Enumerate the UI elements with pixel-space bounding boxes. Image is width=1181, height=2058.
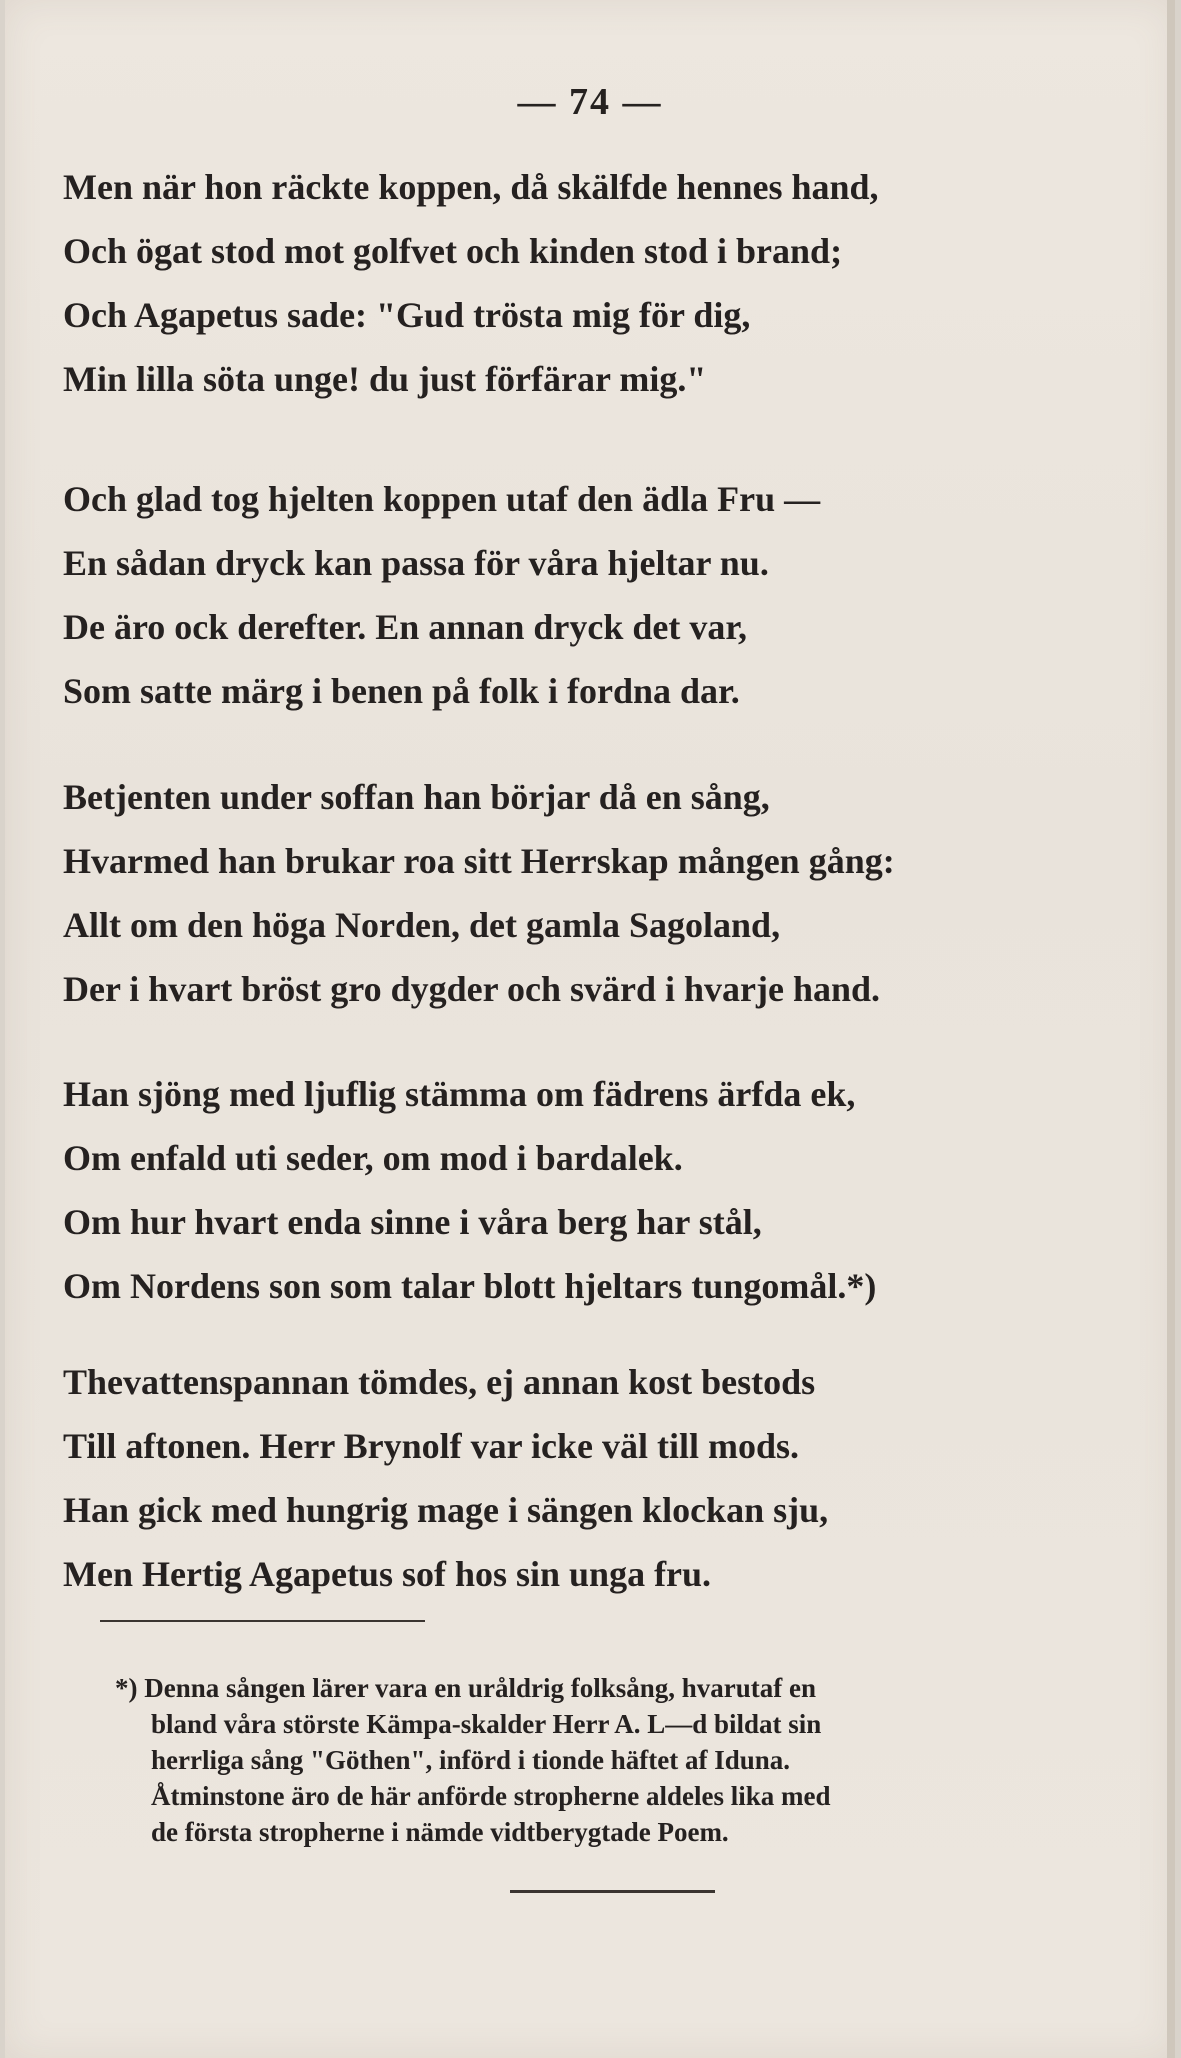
footnote-line: *) Denna sången lärer vara en uråldrig folksång, hvarutaf en	[115, 1673, 817, 1703]
verse-line: Han sjöng med ljuflig stämma om fädrens ärfda ek,	[63, 1074, 856, 1114]
stanza-5	[63, 1350, 1103, 1606]
verse-line: Och ögat stod mot golfvet och kinden stod i brand;	[63, 231, 843, 271]
stanza-3	[63, 765, 1103, 1021]
verse-line: Till aftonen. Herr Brynolf var icke väl till mods.	[63, 1426, 799, 1466]
footnote-line: de första stropherne i nämde vidtberygtade Poem.	[151, 1817, 729, 1847]
stanza-1	[63, 155, 1103, 411]
verse-line: De äro ock derefter. En annan dryck det var,	[63, 607, 747, 647]
footnote	[115, 1670, 1125, 1850]
verse-line: Men när hon räckte koppen, då skälfde hennes hand,	[63, 167, 879, 207]
verse-line: Hvarmed han brukar roa sitt Herrskap mången gång:	[63, 841, 895, 881]
verse-line: Der i hvart bröst gro dygder och svärd i hvarje hand.	[63, 969, 881, 1009]
footnote-line: herrliga sång "Göthen", införd i tionde häftet af Iduna.	[151, 1745, 791, 1775]
verse-line: En sådan dryck kan passa för våra hjeltar nu.	[63, 543, 769, 583]
verse-line: Och Agapetus sade: "Gud trösta mig för dig,	[63, 295, 751, 335]
verse-line: Men Hertig Agapetus sof hos sin unga fru.	[63, 1554, 712, 1594]
verse-line: Som satte märg i benen på folk i fordna dar.	[63, 671, 740, 711]
verse-line: Om enfald uti seder, om mod i bardalek.	[63, 1138, 683, 1178]
page-edge	[1167, 0, 1175, 2058]
verse-line: Betjenten under soffan han börjar då en sång,	[63, 777, 770, 817]
verse-line: Allt om den höga Norden, det gamla Sagoland,	[63, 905, 781, 945]
footnote-rule	[100, 1620, 425, 1622]
end-rule	[510, 1890, 715, 1893]
book-page	[5, 0, 1175, 2058]
verse-line: Om hur hvart enda sinne i våra berg har stål,	[63, 1202, 762, 1242]
verse-line: Om Nordens son som talar blott hjeltars tungomål.*)	[63, 1266, 877, 1306]
footnote-line: Åtminstone äro de här anförde stropherne aldeles lika med	[151, 1781, 831, 1811]
verse-line: Min lilla söta unge! du just förfärar mig."	[63, 359, 707, 399]
page-number: — 74 —	[517, 81, 663, 123]
stanza-2	[63, 467, 1103, 723]
verse-line: Och glad tog hjelten koppen utaf den ädla Fru —	[63, 479, 821, 519]
footnote-line: bland våra störste Kämpa-skalder Herr A. L—d bildat sin	[151, 1709, 822, 1739]
verse-line: Han gick med hungrig mage i sängen klockan sju,	[63, 1490, 829, 1530]
stanza-4	[63, 1062, 1103, 1318]
verse-line: Thevattenspannan tömdes, ej annan kost bestods	[63, 1362, 816, 1402]
